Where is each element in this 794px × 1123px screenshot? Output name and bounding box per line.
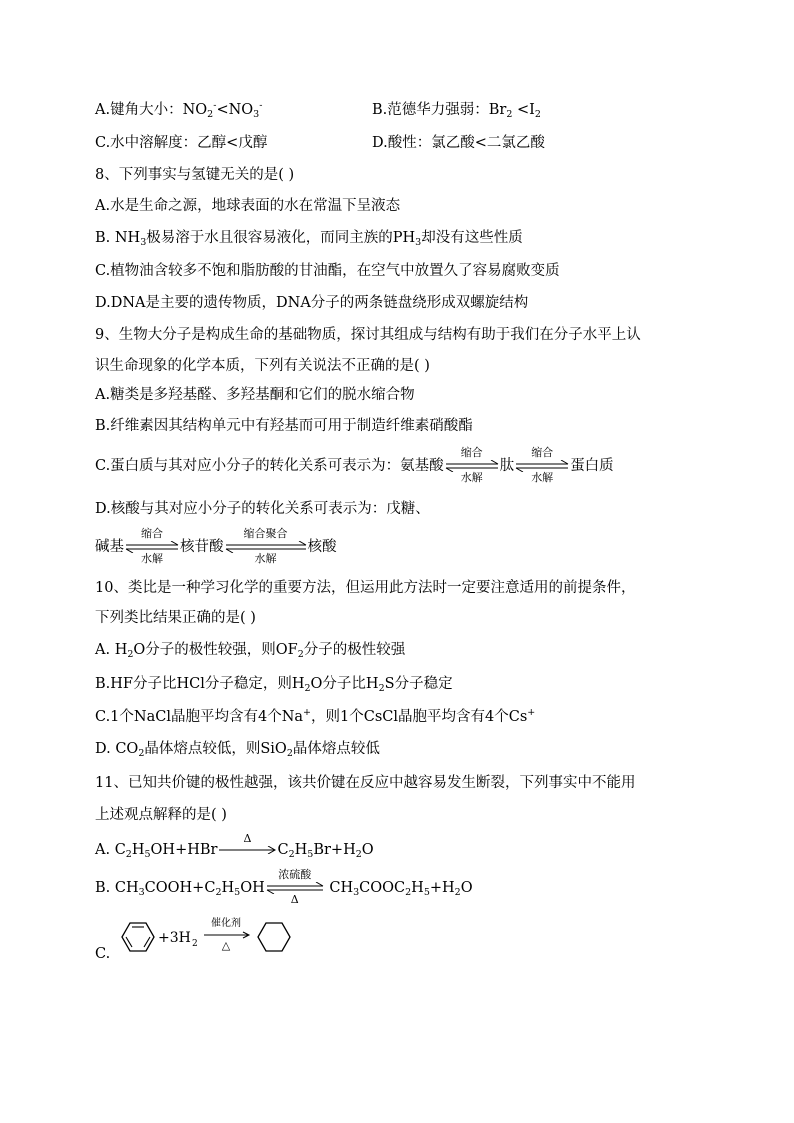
q9-option-d-line2: 碱基 缩合 水解 核苷酸 缩合聚合 水解 核酸 [95,527,337,565]
q8-option-b: B. $NH_3$极易溶于水且很容易液化，而同主族的$PH_3$却没有这些性质 [95,230,523,248]
svg-text:催化剂: 催化剂 [211,918,241,929]
reversible-arrow: 浓硫酸 Δ [266,882,324,894]
benzene-ring-icon [122,923,154,951]
q11-option-b: B. $CH_3COOH+C_2H_5OH$ 浓硫酸 Δ $CH_3COOC_2H_5+H_2O$ [95,868,473,906]
q11-stem-line2: 上述观点解释的是( ) [95,807,227,823]
svg-text:△: △ [221,939,231,952]
q7-option-d: D.酸性：氯乙酸<二氯乙酸 [372,135,545,151]
reversible-arrow: 缩合 水解 [125,541,179,553]
q9-option-b: B.纤维素因其结构单元中有羟基而可用于制造纤维素硝酸酯 [95,418,473,434]
q8-option-d: D.DNA是主要的遗传物质，DNA分子的两条链盘绕形成双螺旋结构 [95,295,529,311]
q9-stem-line1: 9、生物大分子是构成生命的基础物质，探讨其组成与结构有助于我们在分子水平上认 [95,327,641,343]
q11-option-a: A. $C_2H_5OH+HBr$ Δ $C_2H_5Br+H_2O$ [95,832,374,860]
q10-option-b: B.HF分子比HCl分子稳定，则$H_2O$分子比$H_2S$分子稳定 [95,676,453,694]
q10-option-d: D. $CO_2$晶体熔点较低，则SiO$_2$晶体熔点较低 [95,741,380,759]
q9-stem-line2: 识生命现象的化学本质，下列有关说法不正确的是( ) [95,358,430,374]
q7-option-a: A.键角大小：$NO_2^-<NO_3^-$ [95,100,263,120]
q10-option-c: C.1个NaCl晶胞平均含有4个Na+，则1个CsCl晶胞平均含有4个Cs+ [95,707,536,725]
reaction-arrow: Δ [218,846,276,854]
reversible-arrow: 缩合 水解 [515,460,569,472]
q10-option-a: A. $H_2O$分子的极性较强，则$OF_2$分子的极性较强 [95,642,406,660]
q7-option-c: C.水中溶解度：乙醇<戊醇 [95,135,268,151]
q8-stem: 8、下列事实与氢键无关的是( ) [95,167,295,183]
q10-stem-line1: 10、类比是一种学习化学的重要方法，但运用此方法时一定要注意适用的前提条件， [95,580,636,596]
reversible-arrow: 缩合 水解 [445,460,499,472]
q10-stem-line2: 下列类比结果正确的是( ) [95,610,256,626]
q11-stem-line1: 11、已知共价键的极性越强，该共价键在反应中越容易发生断裂，下列事实中不能用 [95,775,636,791]
cyclohexane-ring-icon [258,923,290,951]
svg-text:2: 2 [192,939,198,949]
q7-option-b: B.范德华力强弱：$Br_2 <I_2$ [372,102,541,120]
reversible-arrow: 缩合聚合 水解 [225,541,307,553]
benzene-reaction-diagram [112,916,302,958]
q8-option-c: C.植物油含较多不饱和脂肪酸的甘油酯，在空气中放置久了容易腐败变质 [95,263,560,279]
q9-option-a: A.糖类是多羟基醛、多羟基酮和它们的脱水缩合物 [95,387,415,403]
svg-text:+3H: +3H [158,930,191,946]
q11-option-c-reaction [112,916,302,962]
q8-option-a: A.水是生命之源，地球表面的水在常温下呈液态 [95,198,401,214]
q9-option-c: C.蛋白质与其对应小分子的转化关系可表示为：氨基酸 缩合 水解 肽 缩合 水解 蛋白质 [95,446,614,484]
q11-option-c-label: C. [95,946,111,962]
q9-option-d-line1: D.核酸与其对应小分子的转化关系可表示为：戊糖、 [95,501,430,517]
